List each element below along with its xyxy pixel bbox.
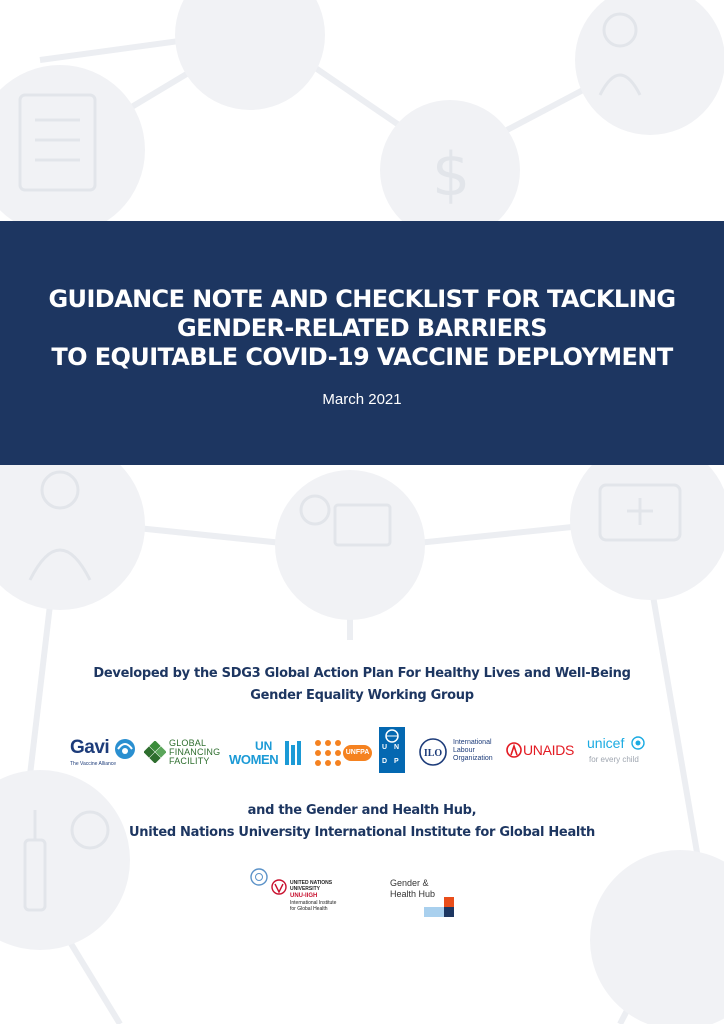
unaids-ribbon-icon [506,742,522,758]
developed-by-text [40,663,684,707]
hub-text [40,800,684,844]
title-line: TO EQUITABLE COVID-19 VACCINE DEPLOYMENT [51,343,673,371]
gff-logo [144,739,222,769]
unu-line-2: UNIVERSITY [290,886,321,892]
developed-by-line: Developed by the SDG3 Global Action Plan For Healthy Lives and Well-Being [93,666,631,681]
ilo-abbreviation: ILO [423,748,443,759]
unicef-logo [587,735,649,769]
unu-line-3: UNU-IIGH [290,893,318,899]
ilo-line-3: Organization [453,755,493,762]
unu-iigh-logo [250,868,350,922]
unu-line-1: UNITED NATIONS [290,880,333,886]
gender-health-hub-logo [390,878,460,918]
unwomen-symbol-icon [285,741,301,765]
unwomen-top: UN [255,739,273,753]
gff-line-2: FINANCING [169,747,221,757]
unwomen-bottom: WOMEN [229,752,279,767]
ilo-line-1: International [453,739,492,746]
unaids-wordmark: UNAIDS [523,742,575,758]
undp-letter: P [394,758,399,765]
unu-emblem-icon [271,878,287,896]
ilo-logo [417,737,497,767]
hub-line: United Nations University International Institute for Global Health [129,825,595,840]
ilo-line-2: Labour [453,747,475,754]
undp-letter: D [382,758,388,765]
hub-logo-line-2: Health Hub [390,889,436,899]
partner-logos-row [0,725,724,775]
publication-date: March 2021 [322,391,402,408]
gff-emblem-icon [144,741,166,763]
un-emblem-icon [250,868,268,886]
unwomen-logo [229,739,303,769]
hub-line: and the Gender and Health Hub, [247,803,477,818]
unicef-emblem-icon [631,736,645,750]
gavi-globe-icon [114,738,136,760]
unu-line-5: for Global Health [290,906,328,912]
unfpa-logo [314,737,372,769]
gff-line-3: FACILITY [169,756,210,766]
unfpa-badge [343,745,372,761]
hub-shape-icon [424,896,454,918]
title-line: GENDER-RELATED BARRIERS [177,314,547,342]
svg-text:$: $ [432,140,471,210]
unaids-logo [506,741,580,761]
gavi-wordmark: Gavi [70,737,110,758]
ilo-emblem-icon [417,737,449,767]
gff-line-1: GLOBAL [169,738,207,748]
hub-logo-line-1: Gender & [390,878,429,888]
title-banner [0,221,724,465]
unfpa-wordmark: UNFPA [345,749,370,756]
undp-letter: N [394,744,400,751]
undp-letter: U [382,744,388,751]
developed-by-line: Gender Equality Working Group [250,688,474,703]
document-title [20,285,704,372]
gavi-tagline: The Vaccine Alliance [70,761,117,767]
unfpa-dots-icon [314,739,342,767]
unicef-tagline: for every child [589,755,639,764]
undp-logo [379,727,405,773]
gavi-logo [70,737,136,769]
unicef-wordmark: unicef [587,735,625,751]
title-line: GUIDANCE NOTE AND CHECKLIST FOR TACKLING [48,285,676,313]
undp-emblem-icon [384,729,400,743]
unu-line-4: International Institute [290,900,337,906]
